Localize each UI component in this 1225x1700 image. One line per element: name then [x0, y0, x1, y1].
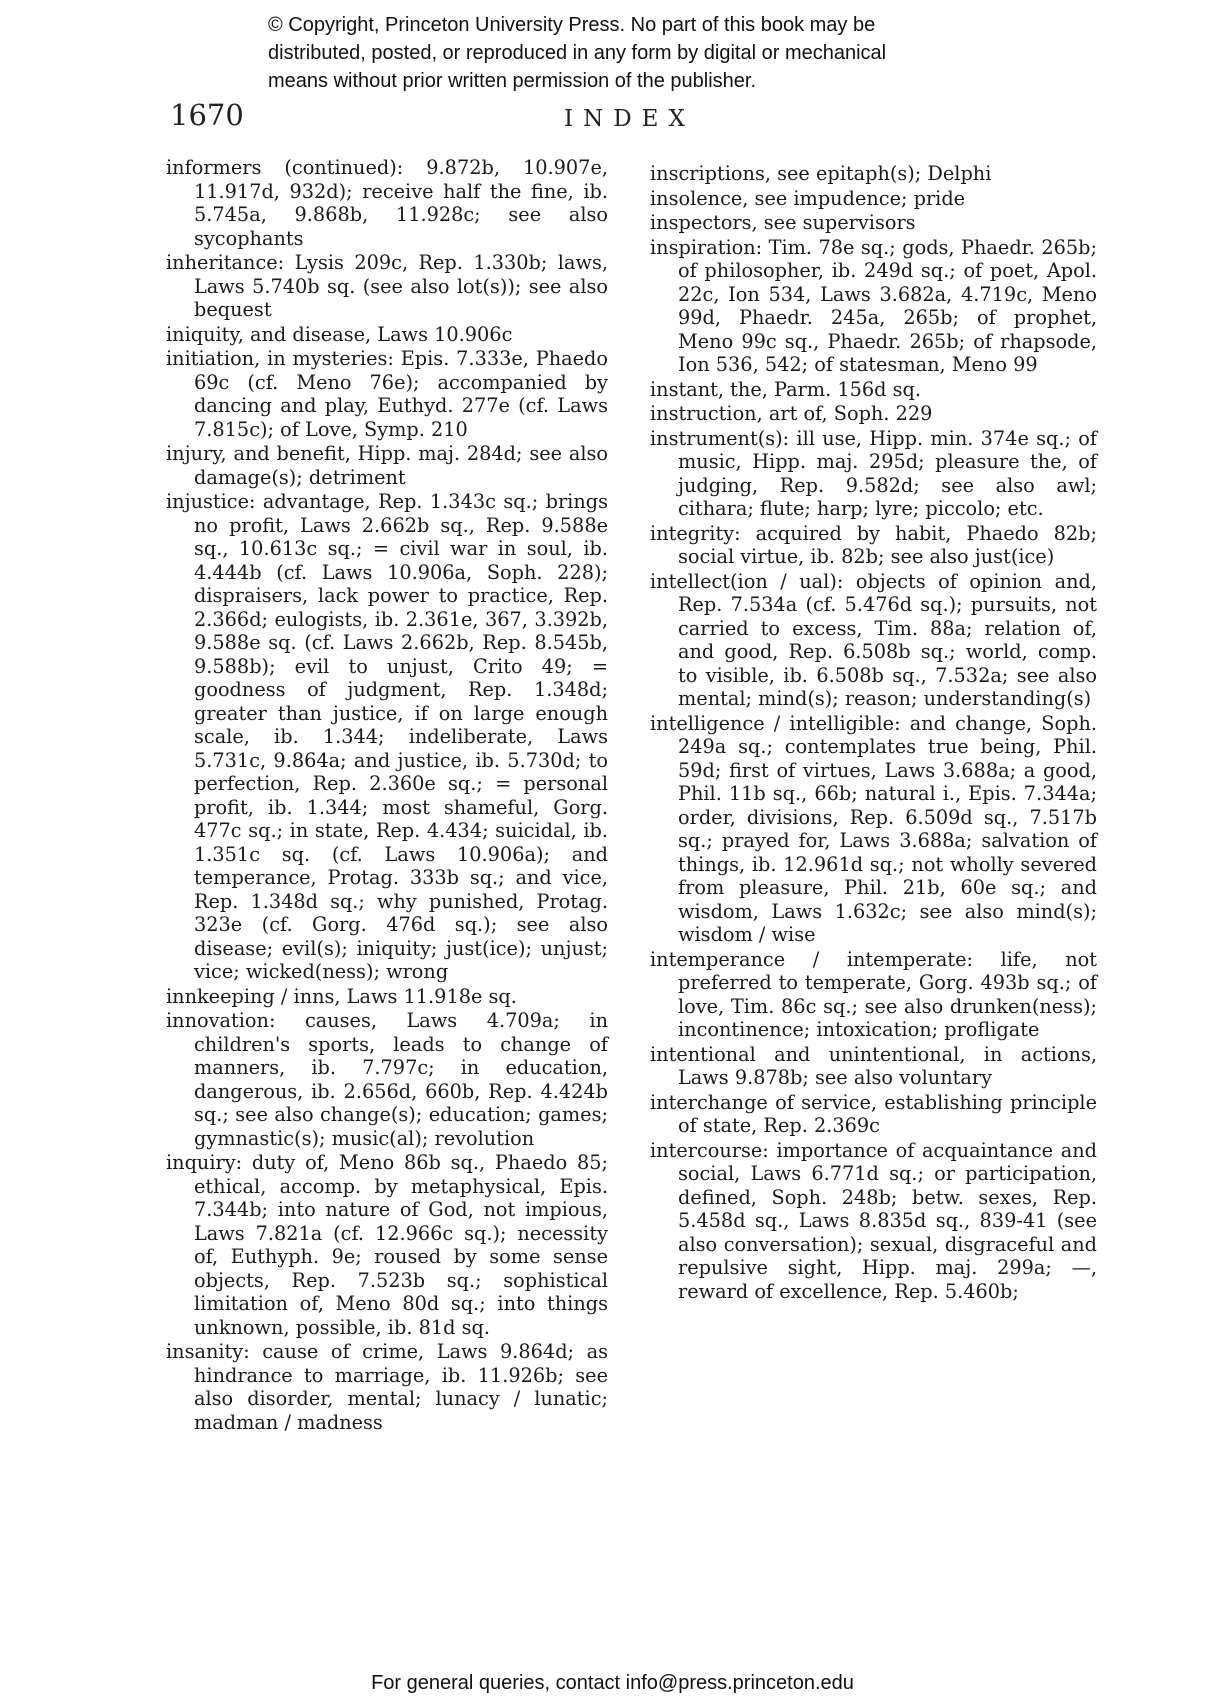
index-entry: inheritance: Lysis 209c, Rep. 1.330b; laws, Laws 5.740b sq. (see also lot(s)); see also bequest	[166, 251, 608, 321]
page-number: 1670	[170, 98, 244, 132]
index-entry: injustice: advantage, Rep. 1.343c sq.; brings no profit, Laws 2.662b sq., Rep. 9.588e sq., 10.613c sq.; = civil war in soul, ib. 4.444b (cf. Laws 10.906a, Soph. 228); dispraisers, lack power to practice, Rep. 2.366d; eulogists, ib. 2.361e, 367, 3.392b, 9.588e sq. (cf. Laws 2.662b, Rep. 8.545b, 9.588b); evil to unjust, Crito 49; = goodness of judgment, Rep. 1.348d; greater than justice, if on large enough scale, ib. 1.344; indeliberate, Laws 5.731c, 9.864a; and justice, ib. 5.730d; to perfection, Rep. 2.360e sq.; = personal profit, ib. 1.344; most shameful, Gorg. 477c sq.; in state, Rep. 4.434; suicidal, ib. 1.351c sq. (cf. Laws 10.906a); and temperance, Protag. 333b sq.; and vice, Rep. 1.348d sq.; why punished, Protag. 323e (cf. Gorg. 476d sq.); see also disease; evil(s); iniquity; just(ice); unjust; vice; wicked(ness); wrong	[166, 490, 608, 983]
index-column-right	[650, 162, 1097, 1304]
index-entry: insanity: cause of crime, Laws 9.864d; as hindrance to marriage, ib. 11.926b; see also disorder, mental; lunacy / lunatic; madman / madness	[166, 1340, 608, 1434]
index-entry: inspectors, see supervisors	[650, 211, 916, 234]
index-entry: instant, the, Parm. 156d sq.	[650, 377, 921, 401]
copyright-line: © Copyright, Princeton University Press. No part of this book may be	[268, 14, 876, 36]
index-entry: iniquity, and disease, Laws 10.906c	[166, 322, 513, 346]
index-entry: instrument(s): ill use, Hipp. min. 374e sq.; of music, Hipp. maj. 295d; pleasure the, of judging, Rep. 9.582d; see also awl; cithara; flute; harp; lyre; piccolo; etc.	[650, 426, 1097, 520]
copyright-line: means without prior written permission of the publisher.	[268, 70, 757, 92]
index-entry: integrity: acquired by habit, Phaedo 82b; social virtue, ib. 82b; see also just(ice)	[650, 521, 1097, 568]
index-entry: intelligence / intelligible: and change, Soph. 249a sq.; contemplates true being, Phil. 59d; first of virtues, Laws 3.688a; a good, Phil. 11b sq., 66b; natural i., Epis. 7.344a; order, divisions, Rep. 6.509d sq., 7.517b sq.; prayed for, Laws 3.688a; salvation of things, ib. 12.961d sq.; not wholly severed from pleasure, Phil. 21b, 60e sq.; and wisdom, Laws 1.632c; see also mind(s); wisdom / wise	[650, 711, 1097, 946]
copyright-notice	[268, 11, 1028, 95]
footer-contact: For general queries, contact info@press.princeton.edu	[371, 1672, 854, 1694]
copyright-line: distributed, posted, or reproduced in any form by digital or mechanical	[268, 42, 887, 64]
index-entry: intentional and unintentional, in actions, Laws 9.878b; see also voluntary	[650, 1042, 1097, 1089]
index-entry: inspiration: Tim. 78e sq.; gods, Phaedr. 265b; of philosopher, ib. 249d sq.; of poet, Apol. 22c, Ion 534, Laws 3.682a, 4.719c, Meno 99d, Phaedr. 245a, 265b; of prophet, Meno 99c sq., Phaedr. 265b; of rhapsode, Ion 536, 542; of statesman, Meno 99	[650, 235, 1097, 376]
index-entry: injury, and benefit, Hipp. maj. 284d; see also damage(s); detriment	[166, 442, 608, 489]
index-entry: informers (continued): 9.872b, 10.907e, 11.917d, 932d); receive half the fine, ib. 5.745a, 9.868b, 11.928c; see also sycophants	[166, 156, 608, 250]
index-entry: intellect(ion / ual): objects of opinion and, Rep. 7.534a (cf. 5.476d sq.); pursuits, not carried to excess, Tim. 88a; relation of, and good, Rep. 6.508b sq.; world, comp. to visible, ib. 6.508b sq., 7.532a; see also mental; mind(s); reason; understanding(s)	[650, 569, 1097, 710]
index-column-left	[166, 156, 608, 1435]
index-entry: intemperance / intemperate: life, not preferred to temperate, Gorg. 493b sq.; of love, Tim. 86c sq.; see also drunken(ness); incontinence; intoxication; profligate	[650, 947, 1097, 1041]
index-entry: interchange of service, establishing principle of state, Rep. 2.369c	[650, 1090, 1097, 1137]
index-entry: inquiry: duty of, Meno 86b sq., Phaedo 85; ethical, accomp. by metaphysical, Epis. 7.344b; into nature of God, not impious, Laws 7.821a (cf. 12.966c sq.); necessity of, Euthyph. 9e; roused by some sense objects, Rep. 7.523b sq.; sophistical limitation of, Meno 80d sq.; into things unknown, possible, ib. 81d sq.	[166, 1151, 608, 1339]
index-entry: intercourse: importance of acquaintance and social, Laws 6.771d sq.; or participation, defined, Soph. 248b; betw. sexes, Rep. 5.458d sq., Laws 8.835d sq., 839-41 (see also conversation); sexual, disgraceful and repulsive sight, Hipp. maj. 299a; —, reward of excellence, Rep. 5.460b;	[650, 1138, 1097, 1303]
page-title: INDEX	[564, 106, 695, 132]
index-entry: innkeeping / inns, Laws 11.918e sq.	[166, 984, 517, 1008]
index-entry: innovation: causes, Laws 4.709a; in children's sports, leads to change of manners, ib. 7.797c; in education, dangerous, ib. 2.656d, 660b, Rep. 4.424b sq.; see also change(s); education; games; gymnastic(s); music(al); revolution	[166, 1009, 608, 1150]
index-entry: insolence, see impudence; pride	[650, 186, 966, 210]
index-entry: initiation, in mysteries: Epis. 7.333e, Phaedo 69c (cf. Meno 76e); accompanied by dancing and play, Euthyd. 277e (cf. Laws 7.815c); of Love, Symp. 210	[166, 347, 608, 441]
index-entry: instruction, art of, Soph. 229	[650, 402, 933, 425]
index-entry: inscriptions, see epitaph(s); Delphi	[650, 162, 992, 185]
